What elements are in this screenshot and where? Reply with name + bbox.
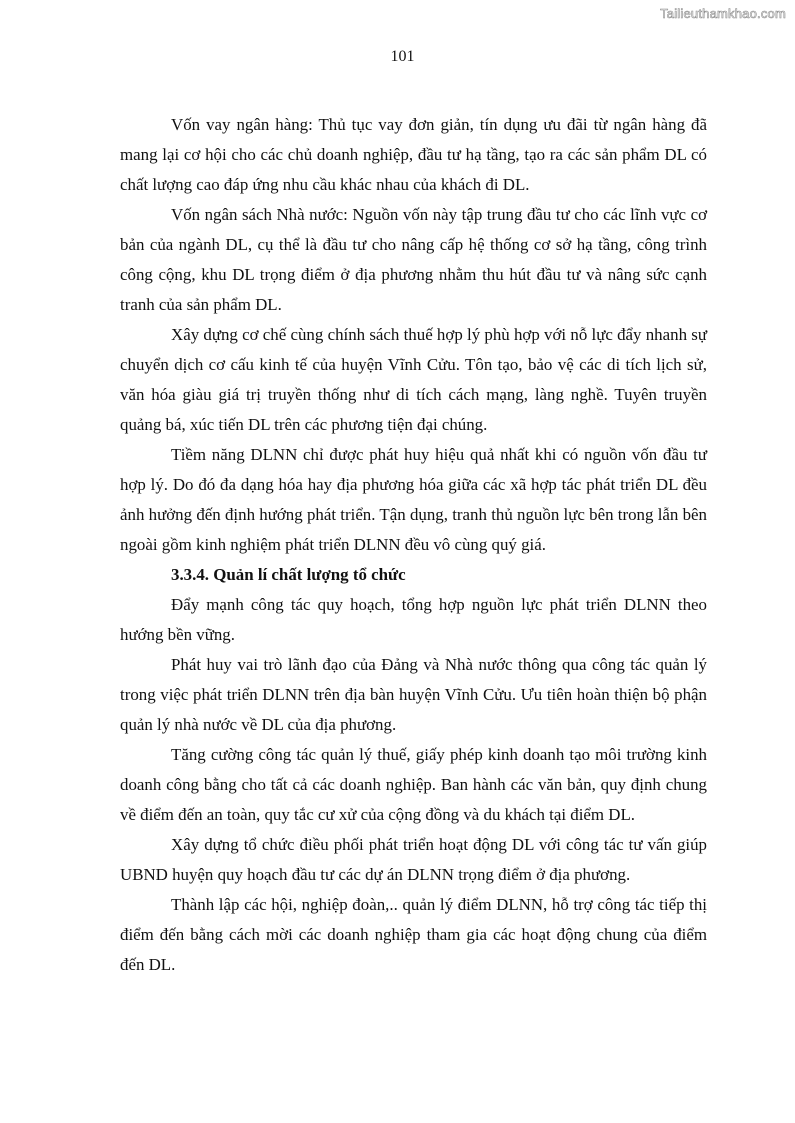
paragraph: Tiềm năng DLNN chỉ được phát huy hiệu quả nhất khi có nguồn vốn đầu tư hợp lý. Do đó đa dạng hóa hay địa phương hóa giữa các xã hợp tác phát triển DL đều ảnh hưởng đến định hướng phát triển. Tận dụng, tranh thủ nguồn lực bên trong lẫn bên ngoài gồm kinh nghiệm phát triển DLNN đều vô cùng quý giá. (120, 445, 707, 554)
document-body (120, 110, 707, 980)
paragraph: Xây dựng tổ chức điều phối phát triển hoạt động DL với công tác tư vấn giúp UBND huyện quy hoạch đầu tư các dự án DLNN trọng điểm ở địa phương. (120, 835, 707, 884)
page-number: 101 (390, 48, 415, 65)
paragraph: Thành lập các hội, nghiệp đoàn,.. quản lý điểm DLNN, hỗ trợ công tác tiếp thị điểm đến bằng cách mời các doanh nghiệp tham gia các hoạt động chung của điểm đến DL. (120, 895, 707, 974)
watermark: Tailieuthamkhao.com (660, 6, 786, 21)
paragraph: Xây dựng cơ chế cùng chính sách thuế hợp lý phù hợp với nỗ lực đẩy nhanh sự chuyển dịch cơ cấu kinh tế của huyện Vĩnh Cửu. Tôn tạo, bảo vệ các di tích lịch sử, văn hóa giàu giá trị truyền thống như di tích cách mạng, làng nghề. Tuyên truyền quảng bá, xúc tiến DL trên các phương tiện đại chúng. (120, 325, 707, 434)
paragraph: Vốn vay ngân hàng: Thủ tục vay đơn giản, tín dụng ưu đãi từ ngân hàng đã mang lại cơ hội cho các chủ doanh nghiệp, đầu tư hạ tầng, tạo ra các sản phẩm DL có chất lượng cao đáp ứng nhu cầu khác nhau của khách đi DL. (120, 115, 707, 194)
section-heading: 3.3.4. Quản lí chất lượng tổ chức (171, 565, 406, 584)
paragraph: Đẩy mạnh công tác quy hoạch, tổng hợp nguồn lực phát triển DLNN theo hướng bền vững. (120, 595, 707, 644)
paragraph: Tăng cường công tác quản lý thuế, giấy phép kinh doanh tạo môi trường kinh doanh công bằng cho tất cả các doanh nghiệp. Ban hành các văn bản, quy định chung về điểm đến an toàn, quy tắc cư xử của cộng đồng và du khách tại điểm DL. (120, 745, 707, 824)
paragraph: Vốn ngân sách Nhà nước: Nguồn vốn này tập trung đầu tư cho các lĩnh vực cơ bản của ngành DL, cụ thể là đầu tư cho nâng cấp hệ thống cơ sở hạ tầng, công trình công cộng, khu DL trọng điểm ở địa phương nhằm thu hút đầu tư và nâng sức cạnh tranh của sản phẩm DL. (120, 205, 707, 314)
paragraph: Phát huy vai trò lãnh đạo của Đảng và Nhà nước thông qua công tác quản lý trong việc phát triển DLNN trên địa bàn huyện Vĩnh Cửu. Ưu tiên hoàn thiện bộ phận quản lý nhà nước về DL của địa phương. (120, 655, 707, 734)
